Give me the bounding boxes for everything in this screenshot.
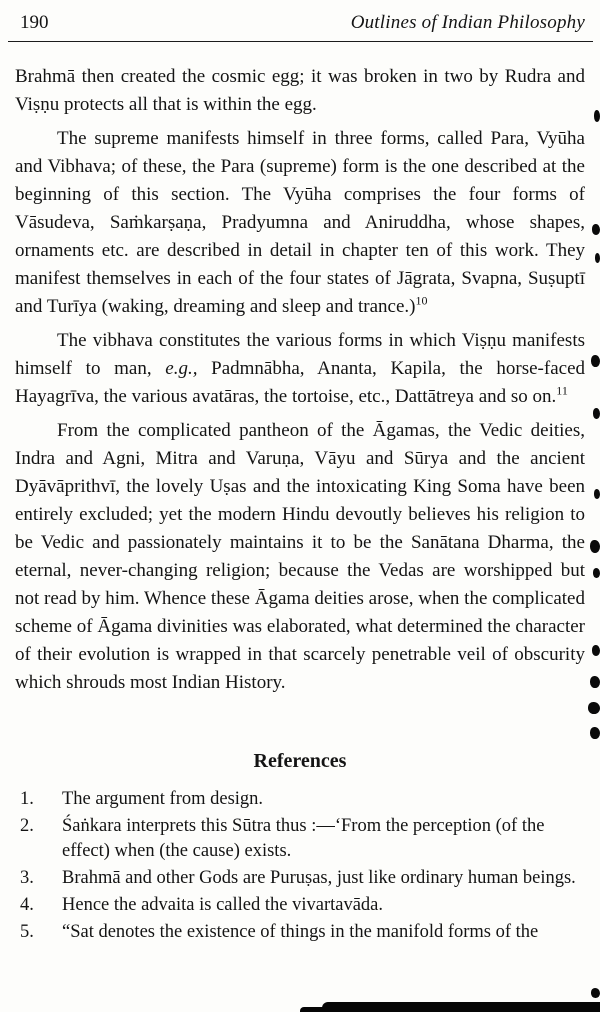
paragraph-3-text-pre: The vibhava constitutes the various forms in which Viṣṇu manifests himself to man,: [15, 330, 585, 379]
page-body: [0, 42, 600, 697]
running-title: Outlines of Indian Philosophy: [350, 12, 585, 33]
references-heading: References: [253, 750, 347, 772]
paragraph-2-text: The supreme manifests himself in three forms, called Para, Vyūha and Vibhava; of these, the Para (supreme) form is the one described at the beginning of this section. The Vyūha comprises the four forms of Vāsudeva, Saṁkarṣaṇa, Pradyumna and Aniruddha, whose shapes, ornaments etc. are described in detail in chapter ten of this work. They manifest themselves in each of the four states of Jāgrata, Svapna, Suṣuptī and Turīya (waking, dreaming and sleep and trance.): [15, 128, 585, 317]
scan-artifact: [593, 568, 600, 578]
paragraph-3-text-post: Padmnābha, Ananta, Kapila, the horse-faced Hayagrīva, the various avatāras, the tortoise, etc., Dattātreya and so on.: [15, 358, 585, 407]
references-list: [0, 787, 600, 945]
footnote-marker-10: 10: [415, 293, 428, 308]
scan-artifact: [592, 224, 600, 235]
scan-artifact: [594, 489, 600, 499]
scan-artifact: [590, 727, 600, 739]
scan-artifact: [591, 355, 600, 367]
page-header: [0, 0, 600, 35]
paragraph-4-text: From the complicated pantheon of the Āgamas, the Vedic deities, Indra and Agni, Mitra and Varuṇa, Vāyu and Sūrya and the ancient Dyāvāprithvī, the lovely Uṣas and the intoxicating King Soma have been entirely excluded; yet the modern Hindu devoutly believes his religion to be Vedic and passionately maintains it to be the Sanātana Dharma, the eternal, never-changing religion; because the Vedas are worshipped but not read by him. Whence these Āgama deities arose, when the complicated scheme of Āgama divinities was elaborated, what determined the character of their evolution is wrapped in that scarcely penetrable veil of obscurity which shrouds most Indian History.: [15, 420, 585, 693]
reference-text: The argument from design.: [62, 789, 264, 809]
scan-artifact-bottom-bar: [322, 1002, 600, 1012]
reference-item: [20, 920, 585, 945]
reference-text: Brahmā and other Gods are Puruṣas, just like ordinary human beings.: [62, 868, 576, 888]
paragraph-3-italic: e.g.,: [165, 358, 198, 379]
scan-artifact: [588, 702, 600, 714]
reference-number: 1.: [20, 789, 34, 809]
scan-artifact: [590, 540, 600, 553]
scan-artifact: [591, 988, 600, 998]
paragraph-1: [15, 63, 585, 119]
scan-artifact: [592, 645, 600, 656]
reference-number: 2.: [20, 816, 34, 836]
reference-text: “Sat denotes the existence of things in the manifold forms of the: [62, 922, 539, 942]
paragraph-2: [15, 125, 585, 321]
reference-text: Śaṅkara interprets this Sūtra thus :—‘From the perception (of the effect) when (the cause) exists.: [62, 816, 545, 861]
scan-artifact: [590, 676, 600, 688]
reference-text: Hence the advaita is called the vivartavāda.: [62, 895, 384, 915]
reference-number: 5.: [20, 922, 34, 942]
scan-artifact: [593, 408, 600, 419]
reference-item: [20, 866, 585, 891]
scan-artifact: [595, 253, 600, 263]
footnote-marker-11: 11: [556, 383, 568, 398]
page-number: 190: [20, 12, 49, 33]
paragraph-4: [15, 417, 585, 697]
reference-item: [20, 893, 585, 918]
reference-item: [20, 814, 585, 864]
reference-item: [20, 787, 585, 812]
scan-artifact: [594, 110, 600, 122]
reference-number: 3.: [20, 868, 34, 888]
reference-number: 4.: [20, 895, 34, 915]
paragraph-1-text: Brahmā then created the cosmic egg; it was broken in two by Rudra and Viṣṇu protects all that is within the egg.: [15, 66, 585, 115]
paragraph-3: [15, 327, 585, 411]
